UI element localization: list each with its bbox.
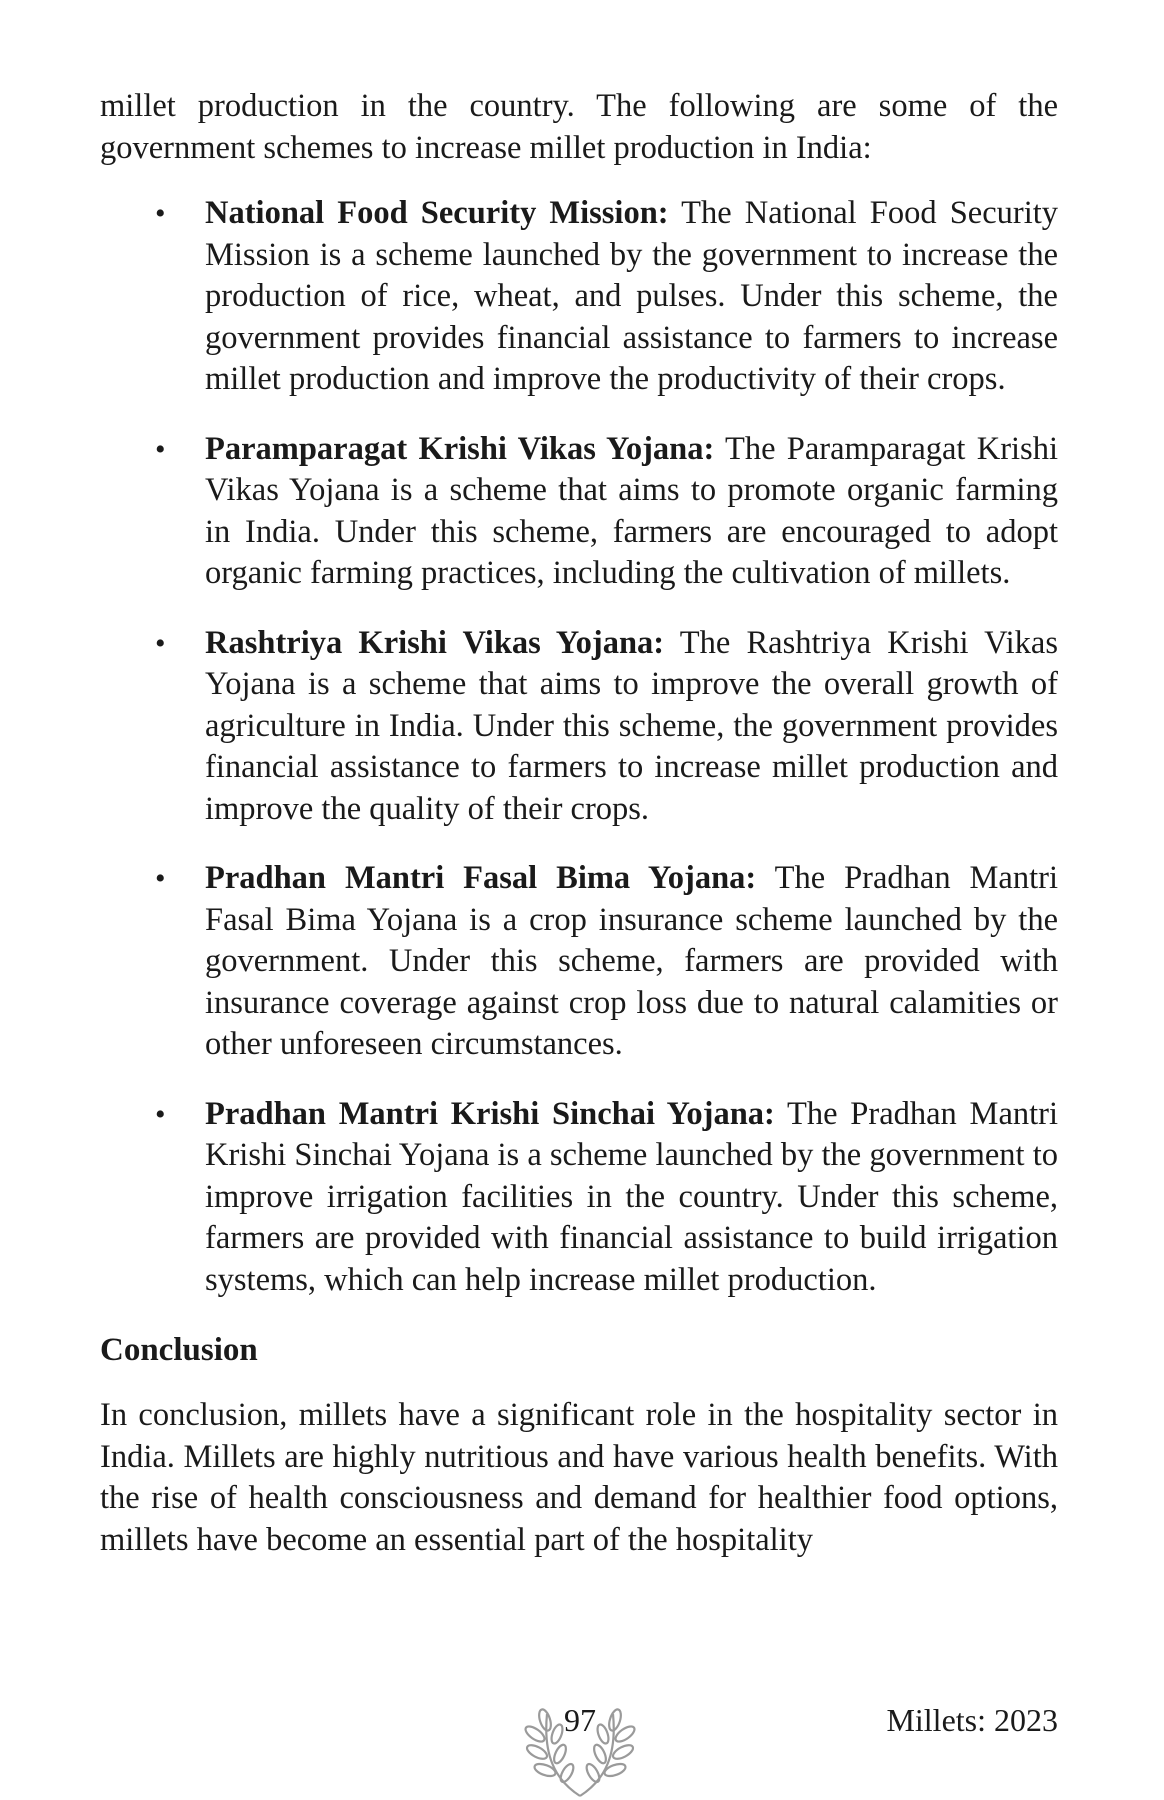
bullet-icon: • [155,432,166,466]
scheme-title: Pradhan Mantri Krishi Sinchai Yojana: [205,1095,775,1132]
list-item [100,623,1058,831]
body-text [100,86,1058,1561]
running-title: Millets: 2023 [886,1702,1058,1738]
bullet-icon: • [155,1097,166,1131]
intro-paragraph: millet production in the country. The following are some of the government schemes to increase millet production in India: [100,88,1058,166]
bullet-icon: • [155,862,166,895]
scheme-title: Rashtriya Krishi Vikas Yojana: [205,624,665,661]
scheme-description: The National Food Security Mission is a scheme launched by the government to increase the production of rice, wheat, and pulses. Under this scheme, the government provides financial assistance to farmers to increase millet production and improve the productivity of their crops. [205,195,1059,397]
section-heading: Conclusion [100,1332,258,1368]
bullet-icon: • [155,626,166,660]
scheme-title: Pradhan Mantri Fasal Bima Yojana: [205,860,757,896]
scheme-description: The Pradhan Mantri Krishi Sinchai Yojana is a scheme launched by the government to improve irrigation facilities in the country. Under this scheme, farmers are provided with financial assistance to build irrigation systems, which can help increase millet production. [205,1095,1058,1298]
scheme-title: National Food Security Mission: [205,195,669,231]
conclusion-paragraph: In conclusion, millets have a significant role in the hospitality sector in India. Millets are highly nutritious and have various health benefits. With the rise of health consciousness and demand for healthier food options, millets have become an essential part of the hospitality [100,1397,1058,1558]
list-item [100,858,1058,1066]
page-footer [0,1700,1164,1800]
list-item [100,429,1058,595]
scheme-description: The Paramparagat Krishi Vikas Yojana is a scheme that aims to promote organic farming in India. Under this scheme, farmers are encouraged to adopt organic farming practices, including the cultivation of millets. [205,430,1058,591]
schemes-list [100,193,1058,1301]
page-number: 97 [564,1702,596,1738]
list-item [100,1094,1058,1302]
scheme-description: The Pradhan Mantri Fasal Bima Yojana is a crop insurance scheme launched by the government. Under this scheme, farmers are provided with insurance coverage against crop loss due to natural calamities or other unforeseen circumstances. [205,860,1058,1062]
scheme-title: Paramparagat Krishi Vikas Yojana: [205,430,715,467]
list-item [100,193,1058,401]
scheme-description: The Rashtriya Krishi Vikas Yojana is a scheme that aims to improve the overall growth of agriculture in India. Under this scheme, the government provides financial assistance to farmers to increase millet production and improve the quality of their crops. [205,624,1058,827]
bullet-icon: • [155,197,166,230]
